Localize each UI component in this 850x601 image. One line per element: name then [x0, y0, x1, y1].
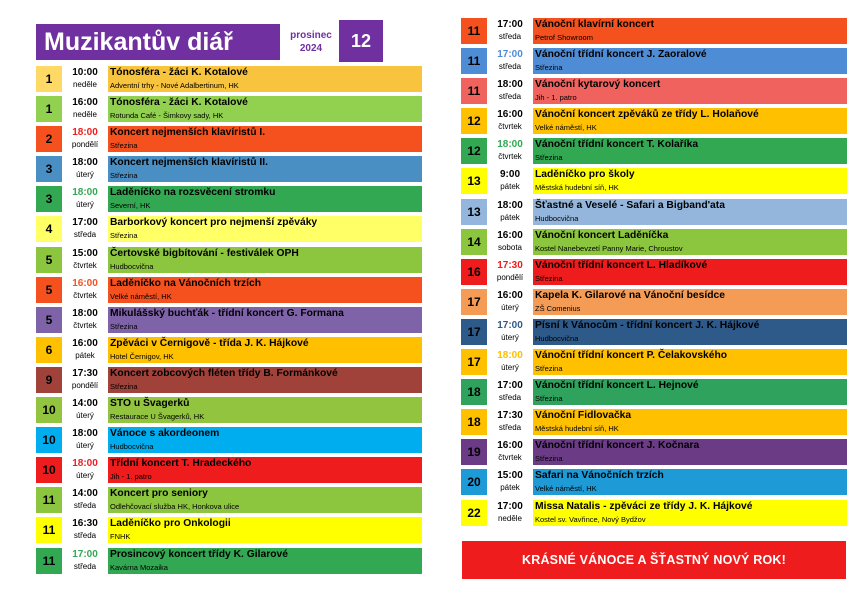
event-row — [461, 379, 847, 405]
day-number: 11 — [461, 48, 487, 74]
event-title: Mikulášský buchťák - třídní koncert G. Formana — [110, 307, 344, 319]
event-meta — [64, 216, 106, 242]
event-meta — [489, 48, 531, 74]
event-box — [533, 349, 847, 375]
event-time: 16:30 — [72, 518, 98, 530]
event-meta — [489, 168, 531, 194]
event-time: 15:00 — [497, 470, 523, 482]
event-meta — [64, 457, 106, 483]
event-meta — [489, 78, 531, 104]
event-meta — [64, 487, 106, 513]
day-number: 5 — [36, 247, 62, 273]
event-title: STO u Švagerků — [110, 398, 190, 410]
event-place: Městská hudební síň, HK — [535, 183, 619, 193]
weekday: neděle — [497, 513, 523, 523]
issue-number: 12 — [339, 20, 383, 62]
day-number: 11 — [461, 78, 487, 104]
event-place: Adventní trhy - Nové Adalbertinum, HK — [110, 81, 239, 90]
event-meta — [64, 427, 106, 453]
event-title: Koncert nejmenších klavíristů I. — [110, 127, 266, 139]
event-place: Jih - 1. patro — [535, 93, 577, 103]
event-place: Petrof Showroom — [535, 33, 593, 42]
event-title: Barborkový koncert pro nejmenší zpěváky — [110, 217, 318, 229]
event-time: 17:00 — [497, 19, 523, 30]
weekday: středa — [73, 230, 97, 240]
weekday: středa — [73, 501, 97, 511]
event-time: 17:00 — [497, 319, 523, 331]
event-place: Velké náměstí, HK — [110, 291, 172, 301]
event-row — [36, 156, 422, 182]
event-place: Velké náměstí, HK — [535, 123, 597, 133]
weekday: neděle — [72, 110, 98, 120]
weekday: neděle — [72, 80, 98, 89]
event-row — [461, 409, 847, 435]
event-meta — [64, 367, 106, 393]
weekday: úterý — [76, 471, 94, 481]
event-place: Velké náměstí, HK — [535, 484, 597, 494]
event-title: Laděníčko na rozsvěcení stromku — [110, 187, 276, 199]
event-place: Rotunda Café - Šimkovy sady, HK — [110, 111, 224, 121]
event-time: 18:00 — [497, 79, 523, 91]
event-title: Kapela K. Gilarové na Vánoční besídce — [535, 289, 725, 301]
event-meta — [64, 126, 106, 152]
event-meta — [64, 156, 106, 182]
day-number: 16 — [461, 259, 487, 285]
event-time: 17:30 — [497, 410, 523, 422]
event-place: Městská hudební síň, HK — [535, 424, 619, 434]
event-row — [461, 108, 847, 134]
event-box — [108, 156, 422, 182]
event-time: 17:00 — [497, 380, 523, 392]
event-place: Střezina — [110, 381, 138, 391]
weekday: pátek — [75, 350, 95, 360]
event-time: 16:00 — [72, 277, 98, 289]
event-place: Hudbocvična — [110, 261, 154, 271]
event-title: Missa Natalis - zpěváci ze třídy J. K. Hájkové — [535, 500, 753, 512]
day-number: 10 — [36, 397, 62, 423]
event-place: Střezina — [110, 231, 138, 241]
year-label: 2024 — [299, 43, 323, 54]
weekday: úterý — [501, 302, 519, 312]
event-box — [533, 500, 847, 526]
event-list-right — [461, 18, 847, 530]
event-row — [36, 548, 422, 574]
event-title: Šťastné a Veselé - Safari a Bigband'ata — [535, 199, 725, 211]
event-row — [36, 457, 422, 483]
event-row — [36, 277, 422, 303]
event-box — [533, 18, 847, 44]
event-time: 18:00 — [72, 157, 98, 169]
event-box — [533, 439, 847, 465]
weekday: čtvrtek — [73, 260, 97, 270]
weekday: středa — [73, 561, 97, 571]
event-time: 17:30 — [497, 259, 523, 271]
event-title: Tónosféra - žáci K. Kotalové — [110, 97, 248, 109]
event-row — [36, 517, 422, 543]
event-title: Laděníčko na Vánočních trzích — [110, 277, 262, 289]
event-place: FNHK — [110, 532, 131, 542]
day-number: 3 — [36, 156, 62, 182]
weekday: úterý — [76, 170, 94, 180]
event-title: Vánoční třídní koncert J. Zaoralové — [535, 49, 707, 61]
event-box — [533, 78, 847, 104]
event-box — [533, 319, 847, 345]
event-title: Vánoční třídní koncert L. Hladíkové — [535, 259, 708, 271]
event-time: 16:00 — [72, 337, 98, 349]
event-row — [36, 397, 422, 423]
event-time: 18:00 — [497, 199, 523, 211]
event-row — [461, 500, 847, 526]
event-box — [108, 216, 422, 242]
event-box — [533, 409, 847, 435]
event-time: 17:00 — [72, 217, 98, 229]
event-box — [533, 229, 847, 255]
weekday: úterý — [76, 200, 94, 210]
event-place: Hudbocvična — [535, 333, 579, 343]
event-place: Střezina — [535, 63, 563, 73]
event-title: Vánoční koncert Laděníčka — [535, 229, 669, 241]
event-box — [533, 48, 847, 74]
weekday: úterý — [76, 441, 94, 451]
event-row — [461, 18, 847, 44]
event-place: Střezina — [535, 364, 563, 374]
event-place: Hudbocvična — [110, 442, 154, 452]
event-meta — [489, 319, 531, 345]
day-number: 11 — [461, 18, 487, 44]
day-number: 9 — [36, 367, 62, 393]
event-row — [461, 289, 847, 315]
event-box — [108, 247, 422, 273]
event-meta — [489, 289, 531, 315]
event-meta — [64, 548, 106, 574]
day-number: 13 — [461, 199, 487, 225]
day-number: 13 — [461, 168, 487, 194]
event-time: 18:00 — [72, 428, 98, 440]
event-time: 10:00 — [72, 67, 98, 78]
event-box — [108, 487, 422, 513]
event-title: Vánoční třídní koncert J. Kočnara — [535, 440, 700, 452]
weekday: úterý — [76, 411, 94, 421]
event-row — [461, 349, 847, 375]
event-time: 18:00 — [497, 139, 523, 151]
event-meta — [489, 18, 531, 44]
event-time: 17:00 — [497, 500, 523, 512]
event-meta — [64, 66, 106, 92]
event-place: Střezina — [535, 153, 563, 163]
weekday: středa — [498, 62, 522, 72]
event-title: Zpěváci v Černigově - třída J. K. Hájkové — [110, 337, 309, 349]
day-number: 12 — [461, 108, 487, 134]
event-title: Vánoční třídní koncert L. Hejnové — [535, 380, 699, 392]
event-title: Třídní koncert T. Hradeckého — [110, 458, 252, 470]
event-time: 18:00 — [72, 307, 98, 319]
event-box — [533, 168, 847, 194]
event-time: 17:00 — [497, 49, 523, 61]
event-meta — [64, 96, 106, 122]
header — [36, 20, 422, 62]
event-row — [461, 229, 847, 255]
event-time: 18:00 — [497, 350, 523, 362]
weekday: pondělí — [496, 272, 524, 282]
day-number: 1 — [36, 96, 62, 122]
event-meta — [489, 439, 531, 465]
event-title: Laděníčko pro Onkologii — [110, 518, 231, 530]
event-meta — [489, 229, 531, 255]
weekday: čtvrtek — [73, 320, 97, 330]
event-place: Střezina — [535, 273, 563, 283]
event-place: Restaurace U Švagerků, HK — [110, 412, 205, 422]
event-time: 17:30 — [72, 367, 98, 379]
event-row — [36, 216, 422, 242]
event-time: 18:00 — [72, 187, 98, 199]
event-row — [461, 469, 847, 495]
weekday: čtvrtek — [498, 152, 522, 162]
event-box — [108, 96, 422, 122]
event-row — [36, 367, 422, 393]
day-number: 17 — [461, 349, 487, 375]
event-box — [108, 427, 422, 453]
day-number: 18 — [461, 409, 487, 435]
month-year — [284, 24, 338, 60]
event-box — [533, 199, 847, 225]
weekday: středa — [498, 32, 522, 41]
left-column — [36, 0, 422, 572]
event-place: Hotel Černigov, HK — [110, 351, 174, 361]
weekday: úterý — [501, 363, 519, 373]
day-number: 14 — [461, 229, 487, 255]
event-title: Vánoční Fidlovačka — [535, 410, 632, 422]
event-title: Vánoční třídní koncert T. Kolaříka — [535, 139, 699, 151]
weekday: pondělí — [71, 140, 99, 150]
event-time: 18:00 — [72, 458, 98, 470]
event-title: Vánoční klavírní koncert — [535, 19, 655, 30]
event-box — [108, 66, 422, 92]
event-meta — [489, 409, 531, 435]
event-time: 9:00 — [499, 169, 520, 181]
event-meta — [489, 259, 531, 285]
event-place: Střezina — [110, 171, 138, 181]
event-place: ZŠ Comenius — [535, 303, 581, 313]
event-title: Vánoční kytarový koncert — [535, 79, 661, 91]
day-number: 12 — [461, 138, 487, 164]
event-box — [108, 277, 422, 303]
event-meta — [64, 277, 106, 303]
day-number: 4 — [36, 216, 62, 242]
event-row — [461, 319, 847, 345]
event-title: Koncert zobcových fléten třídy B. Formánkové — [110, 367, 338, 379]
event-meta — [489, 138, 531, 164]
event-box — [108, 126, 422, 152]
event-row — [461, 138, 847, 164]
event-meta — [64, 397, 106, 423]
event-box — [108, 307, 422, 333]
event-box — [108, 397, 422, 423]
event-title: Tónosféra - žáci K. Kotalové — [110, 67, 248, 78]
event-meta — [489, 199, 531, 225]
event-row — [461, 48, 847, 74]
event-box — [108, 186, 422, 212]
day-number: 6 — [36, 337, 62, 363]
day-number: 11 — [36, 517, 62, 543]
event-place: Kavárna Mozaika — [110, 562, 168, 572]
event-time: 17:00 — [72, 548, 98, 560]
event-title: Prosincový koncert třídy K. Gilarové — [110, 548, 288, 560]
event-time: 16:00 — [72, 97, 98, 109]
event-title: Vánoční třídní koncert P. Čelakovského — [535, 350, 728, 362]
event-meta — [489, 108, 531, 134]
day-number: 11 — [36, 548, 62, 574]
event-row — [461, 78, 847, 104]
weekday: středa — [498, 92, 522, 102]
event-meta — [489, 469, 531, 495]
weekday: pondělí — [71, 380, 99, 390]
event-title: Koncert pro seniory — [110, 488, 208, 500]
weekday: pátek — [500, 212, 520, 222]
day-number: 20 — [461, 469, 487, 495]
event-title: Písní k Vánocům - třídní koncert J. K. Hájkové — [535, 319, 760, 331]
weekday: pátek — [500, 182, 520, 192]
day-number: 18 — [461, 379, 487, 405]
event-box — [108, 548, 422, 574]
event-time: 15:00 — [72, 247, 98, 259]
event-row — [36, 337, 422, 363]
weekday: středa — [498, 393, 522, 403]
day-number: 19 — [461, 439, 487, 465]
event-row — [36, 96, 422, 122]
event-box — [533, 289, 847, 315]
event-meta — [64, 337, 106, 363]
event-place: Střezina — [110, 321, 138, 331]
event-row — [36, 126, 422, 152]
event-title: Laděníčko pro školy — [535, 169, 635, 181]
event-row — [36, 487, 422, 513]
day-number: 10 — [36, 427, 62, 453]
event-title: Safari na Vánočních trzích — [535, 470, 664, 482]
event-time: 18:00 — [72, 127, 98, 139]
event-row — [461, 259, 847, 285]
day-number: 17 — [461, 319, 487, 345]
event-meta — [64, 247, 106, 273]
event-meta — [489, 500, 531, 526]
event-box — [108, 517, 422, 543]
day-number: 10 — [36, 457, 62, 483]
weekday: čtvrtek — [498, 453, 522, 463]
event-box — [533, 469, 847, 495]
weekday: středa — [498, 423, 522, 433]
event-meta — [64, 307, 106, 333]
event-list-left — [36, 66, 422, 578]
event-box — [108, 337, 422, 363]
event-row — [461, 439, 847, 465]
day-number: 2 — [36, 126, 62, 152]
event-time: 16:00 — [497, 440, 523, 452]
event-time: 16:00 — [497, 229, 523, 241]
page-title: Muzikantův diář — [36, 24, 280, 60]
event-place: Střezina — [535, 454, 563, 464]
event-box — [108, 367, 422, 393]
event-box — [533, 379, 847, 405]
event-time: 16:00 — [497, 289, 523, 301]
event-row — [461, 199, 847, 225]
event-meta — [489, 379, 531, 405]
event-place: Střezina — [110, 141, 138, 151]
day-number: 1 — [36, 66, 62, 92]
weekday: pátek — [500, 483, 520, 493]
day-number: 3 — [36, 186, 62, 212]
weekday: úterý — [501, 332, 519, 342]
event-place: Kostel Nanebevzetí Panny Marie, Chroustov — [535, 243, 683, 253]
event-place: Střezina — [535, 394, 563, 404]
day-number: 17 — [461, 289, 487, 315]
day-number: 5 — [36, 277, 62, 303]
event-row — [36, 186, 422, 212]
event-meta — [64, 186, 106, 212]
event-place: Severní, HK — [110, 201, 151, 211]
event-meta — [489, 349, 531, 375]
greeting-banner: KRÁSNÉ VÁNOCE A ŠŤASTNÝ NOVÝ ROK! — [462, 541, 846, 579]
weekday: čtvrtek — [498, 122, 522, 132]
event-title: Vánoční koncert zpěváků ze třídy L. Holaňové — [535, 109, 759, 121]
event-row — [36, 427, 422, 453]
event-place: Jih - 1. patro — [110, 472, 152, 482]
event-box — [533, 108, 847, 134]
event-title: Vánoce s akordeonem — [110, 428, 220, 440]
event-place: Odlehčovací služba HK, Honkova ulice — [110, 502, 240, 512]
event-place: Hudbocvična — [535, 213, 579, 223]
day-number: 22 — [461, 500, 487, 526]
event-meta — [64, 517, 106, 543]
event-time: 14:00 — [72, 488, 98, 500]
event-row — [36, 66, 422, 92]
event-row — [461, 168, 847, 194]
weekday: středa — [73, 531, 97, 541]
event-box — [533, 138, 847, 164]
event-row — [36, 307, 422, 333]
event-box — [108, 457, 422, 483]
event-time: 16:00 — [497, 109, 523, 121]
event-time: 14:00 — [72, 398, 98, 410]
event-title: Koncert nejmenších klavíristů II. — [110, 157, 268, 169]
event-place: Kostel sv. Vavřince, Nový Bydžov — [535, 514, 646, 524]
event-box — [533, 259, 847, 285]
event-title: Čertovské bigbítování - festiválek OPH — [110, 247, 299, 259]
month-label: prosinec — [290, 30, 332, 41]
day-number: 11 — [36, 487, 62, 513]
event-row — [36, 247, 422, 273]
day-number: 5 — [36, 307, 62, 333]
weekday: čtvrtek — [73, 290, 97, 300]
weekday: sobota — [497, 242, 523, 252]
